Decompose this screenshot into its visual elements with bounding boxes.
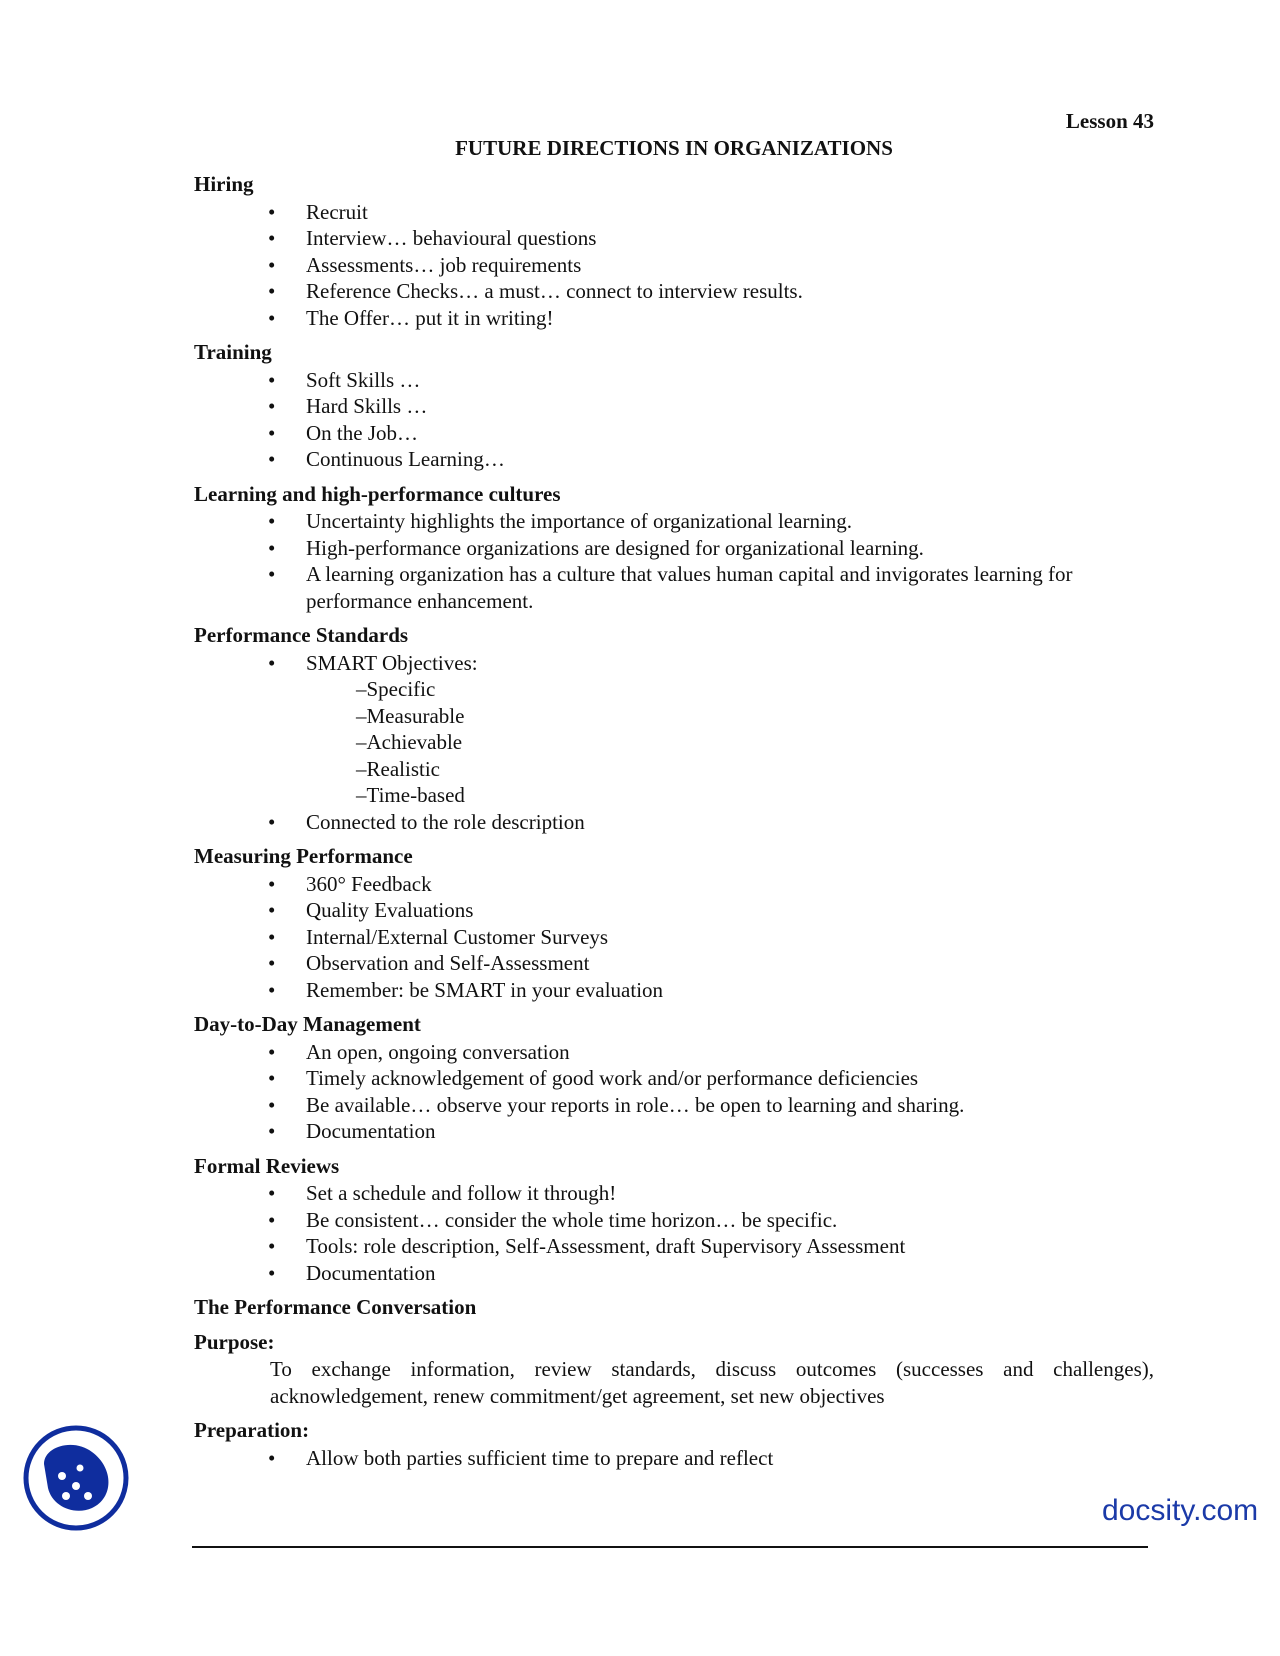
list-item: • Hard Skills … [306, 393, 1154, 420]
document-page [194, 108, 1154, 1471]
list-item [306, 650, 1154, 809]
list-item: • Uncertainty highlights the importance of organizational learning. [306, 508, 1154, 535]
section-heading-learning: Learning and high-performance cultures [194, 481, 561, 506]
smart-subitem: –Measurable [356, 703, 465, 728]
page-title: FUTURE DIRECTIONS IN ORGANIZATIONS [455, 135, 893, 160]
list-item: • Internal/External Customer Surveys [306, 924, 1154, 951]
list-item: • Assessments… job requirements [306, 252, 1154, 279]
list-item: • Quality Evaluations [306, 897, 1154, 924]
docsity-logo-icon [22, 1424, 130, 1532]
smart-subitem: –Time-based [356, 783, 465, 807]
list-item: • Documentation [306, 1118, 1154, 1145]
smart-subitem: –Realistic [356, 756, 440, 781]
list-item: • Reference Checks… a must… connect to interview results. [306, 278, 1154, 305]
section-heading-measuring: Measuring Performance [194, 844, 413, 868]
preparation-list [194, 1445, 1154, 1472]
purpose-paragraph: To exchange information, review standards, discuss outcomes (successes and challenges), acknowledgement, renew commitment/get agreement, set new objectives [270, 1357, 1154, 1408]
section-heading-formal: Formal Reviews [194, 1153, 340, 1178]
section-heading-daytoday: Day-to-Day Management [194, 1012, 421, 1036]
training-list [194, 367, 1154, 473]
smart-label: SMART Objectives: [306, 650, 478, 675]
section-heading-conversation: The Performance Conversation [194, 1295, 477, 1319]
list-item: • Set a schedule and follow it through! [306, 1180, 1154, 1207]
list-item: • Timely acknowledgement of good work and/or performance deficiencies [306, 1065, 1154, 1092]
daytoday-list [194, 1039, 1154, 1145]
section-heading-purpose: Purpose: [194, 1329, 275, 1354]
footer-divider [192, 1546, 1148, 1548]
docsity-watermark[interactable]: docsity.com [1102, 1494, 1259, 1527]
list-item: • Observation and Self-Assessment [306, 950, 1154, 977]
list-item: • Remember: be SMART in your evaluation [306, 977, 1154, 1004]
list-item: • Interview… behavioural questions [306, 225, 1154, 252]
list-item: • Be available… observe your reports in role… be open to learning and sharing. [306, 1092, 1154, 1119]
measuring-list [194, 871, 1154, 1004]
list-item: • On the Job… [306, 420, 1154, 447]
list-item: • 360° Feedback [306, 871, 1154, 898]
list-item: • Continuous Learning… [306, 446, 1154, 473]
standards-list [194, 650, 1154, 836]
hiring-list [194, 199, 1154, 332]
section-heading-preparation: Preparation: [194, 1418, 310, 1442]
list-item: • Documentation [306, 1260, 1154, 1287]
list-item: • Recruit [306, 199, 1154, 226]
list-item: • Allow both parties sufficient time to prepare and reflect [306, 1445, 1154, 1472]
smart-subitem: –Achievable [356, 730, 463, 754]
list-item: • Tools: role description, Self-Assessment, draft Supervisory Assessment [306, 1233, 1154, 1260]
learning-list [194, 508, 1154, 614]
list-item: • Connected to the role description [306, 809, 1154, 836]
smart-subitem: –Specific [356, 677, 436, 701]
section-heading-training: Training [194, 340, 272, 364]
list-item: • An open, ongoing conversation [306, 1039, 1154, 1066]
list-item: • Soft Skills … [306, 367, 1154, 394]
list-item: • High-performance organizations are designed for organizational learning. [306, 535, 1154, 562]
lesson-number: Lesson 43 [1065, 109, 1154, 133]
section-heading-hiring: Hiring [194, 172, 254, 196]
list-item: • A learning organization has a culture that values human capital and invigorates learning for performance enhancement. [306, 561, 1154, 614]
formal-list [194, 1180, 1154, 1286]
section-heading-standards: Performance Standards [194, 623, 409, 647]
list-item: • Be consistent… consider the whole time horizon… be specific. [306, 1207, 1154, 1234]
list-item: • The Offer… put it in writing! [306, 305, 1154, 332]
